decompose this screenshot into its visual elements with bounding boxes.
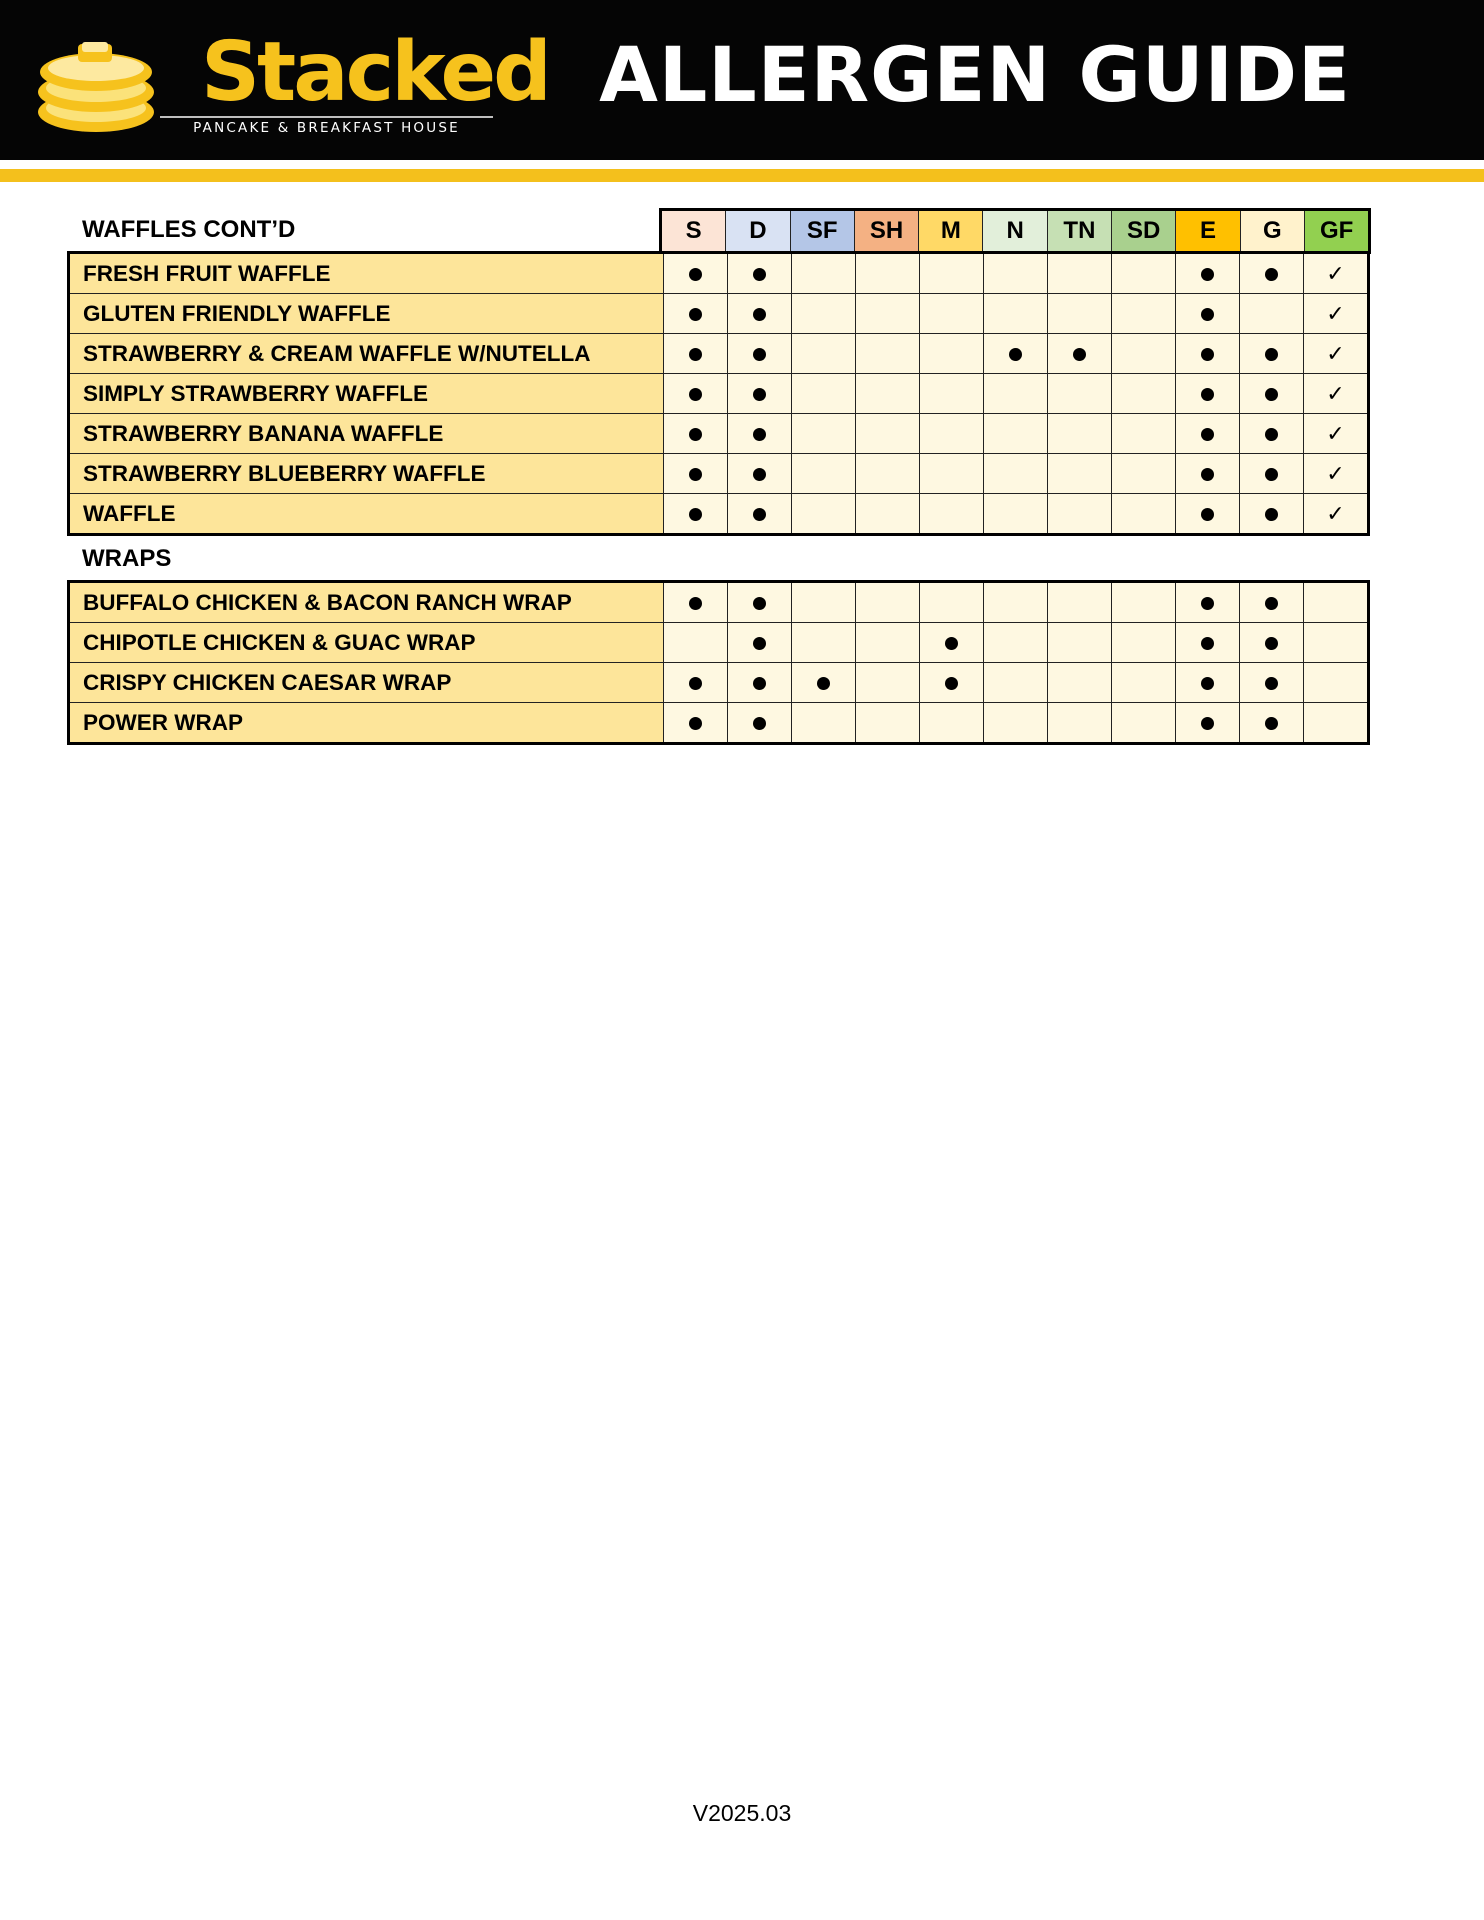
menu-item-name: WAFFLE bbox=[69, 494, 664, 535]
allergen-cell-d bbox=[728, 494, 792, 535]
allergen-cell-gf bbox=[1304, 623, 1369, 663]
allergen-cell-e bbox=[1176, 623, 1240, 663]
contains-dot-icon bbox=[1201, 468, 1214, 481]
allergen-cell-tn bbox=[1048, 334, 1112, 374]
allergen-cell-e bbox=[1176, 454, 1240, 494]
allergen-cell-sf bbox=[792, 334, 856, 374]
version-label: V2025.03 bbox=[692, 1800, 792, 1826]
menu-item-row bbox=[69, 663, 1369, 703]
allergen-cell-g bbox=[1240, 374, 1304, 414]
allergen-header-row bbox=[659, 208, 1371, 254]
allergen-cell-d bbox=[728, 374, 792, 414]
allergen-cell-e bbox=[1176, 494, 1240, 535]
allergen-cell-sh bbox=[856, 494, 920, 535]
allergen-cell-g bbox=[1240, 454, 1304, 494]
allergen-cell-gf bbox=[1304, 582, 1369, 623]
contains-dot-icon bbox=[753, 717, 766, 730]
contains-dot-icon bbox=[689, 597, 702, 610]
header-band bbox=[0, 0, 1484, 160]
menu-item-row bbox=[69, 454, 1369, 494]
contains-dot-icon bbox=[1201, 597, 1214, 610]
allergen-cell-d bbox=[728, 454, 792, 494]
allergen-cell-gf bbox=[1304, 703, 1369, 744]
allergen-cell-m bbox=[920, 294, 984, 334]
menu-item-row bbox=[69, 623, 1369, 663]
gluten-free-check-icon: ✓ bbox=[1326, 262, 1345, 287]
allergen-cell-n bbox=[984, 494, 1048, 535]
allergen-cell-d bbox=[728, 703, 792, 744]
allergen-cell-sf bbox=[792, 253, 856, 294]
contains-dot-icon bbox=[1265, 677, 1278, 690]
allergen-cell-s bbox=[664, 663, 728, 703]
contains-dot-icon bbox=[1073, 348, 1086, 361]
contains-dot-icon bbox=[689, 428, 702, 441]
allergen-cell-gf bbox=[1304, 494, 1369, 535]
menu-item-row bbox=[69, 334, 1369, 374]
allergen-cell-g bbox=[1240, 582, 1304, 623]
contains-dot-icon bbox=[753, 468, 766, 481]
allergen-cell-gf bbox=[1304, 294, 1369, 334]
allergen-cell-sd bbox=[1112, 414, 1176, 454]
contains-dot-icon bbox=[1201, 308, 1214, 321]
allergen-cell-tn bbox=[1048, 494, 1112, 535]
allergen-cell-e bbox=[1176, 703, 1240, 744]
allergen-cell-sf bbox=[792, 623, 856, 663]
allergen-cell-sf bbox=[792, 703, 856, 744]
allergen-cell-n bbox=[984, 294, 1048, 334]
allergen-cell-sd bbox=[1112, 494, 1176, 535]
allergen-cell-n bbox=[984, 334, 1048, 374]
allergen-cell-sd bbox=[1112, 294, 1176, 334]
contains-dot-icon bbox=[1201, 637, 1214, 650]
contains-dot-icon bbox=[689, 388, 702, 401]
allergen-cell-sf bbox=[792, 663, 856, 703]
allergen-cell-d bbox=[728, 294, 792, 334]
allergen-cell-tn bbox=[1048, 374, 1112, 414]
allergen-cell-sf bbox=[792, 294, 856, 334]
allergen-cell-m bbox=[920, 374, 984, 414]
contains-dot-icon bbox=[1201, 717, 1214, 730]
waffles-table bbox=[67, 251, 1370, 536]
brand-tagline: PANCAKE & BREAKFAST HOUSE bbox=[160, 116, 493, 136]
allergen-cell-d bbox=[728, 582, 792, 623]
contains-dot-icon bbox=[753, 597, 766, 610]
allergen-cell-m bbox=[920, 703, 984, 744]
menu-item-name: CRISPY CHICKEN CAESAR WRAP bbox=[69, 663, 664, 703]
allergen-cell-s bbox=[664, 414, 728, 454]
allergen-cell-d bbox=[728, 414, 792, 454]
allergen-cell-tn bbox=[1048, 703, 1112, 744]
contains-dot-icon bbox=[1201, 677, 1214, 690]
contains-dot-icon bbox=[1265, 268, 1278, 281]
allergen-cell-g bbox=[1240, 494, 1304, 535]
allergen-cell-sh bbox=[856, 253, 920, 294]
allergen-header-e: E bbox=[1176, 211, 1240, 251]
contains-dot-icon bbox=[1265, 637, 1278, 650]
allergen-cell-gf bbox=[1304, 374, 1369, 414]
allergen-cell-s bbox=[664, 374, 728, 414]
allergen-cell-sh bbox=[856, 334, 920, 374]
contains-dot-icon bbox=[1201, 508, 1214, 521]
allergen-cell-m bbox=[920, 253, 984, 294]
contains-dot-icon bbox=[1265, 597, 1278, 610]
allergen-cell-m bbox=[920, 414, 984, 454]
page-title: ALLERGEN GUIDE bbox=[599, 30, 1351, 119]
allergen-cell-sd bbox=[1112, 703, 1176, 744]
menu-item-row bbox=[69, 494, 1369, 535]
allergen-cell-tn bbox=[1048, 582, 1112, 623]
allergen-cell-g bbox=[1240, 414, 1304, 454]
allergen-cell-d bbox=[728, 253, 792, 294]
menu-item-name: SIMPLY STRAWBERRY WAFFLE bbox=[69, 374, 664, 414]
allergen-cell-sh bbox=[856, 414, 920, 454]
allergen-header-gf: GF bbox=[1305, 211, 1368, 251]
allergen-cell-n bbox=[984, 253, 1048, 294]
allergen-cell-d bbox=[728, 623, 792, 663]
allergen-header-sf: SF bbox=[791, 211, 855, 251]
contains-dot-icon bbox=[1265, 388, 1278, 401]
allergen-cell-n bbox=[984, 663, 1048, 703]
allergen-cell-g bbox=[1240, 623, 1304, 663]
allergen-cell-sh bbox=[856, 294, 920, 334]
allergen-cell-g bbox=[1240, 253, 1304, 294]
gluten-free-check-icon: ✓ bbox=[1326, 462, 1345, 487]
contains-dot-icon bbox=[1009, 348, 1022, 361]
allergen-cell-n bbox=[984, 623, 1048, 663]
allergen-cell-sd bbox=[1112, 582, 1176, 623]
contains-dot-icon bbox=[1265, 428, 1278, 441]
allergen-cell-s bbox=[664, 623, 728, 663]
menu-item-name: CHIPOTLE CHICKEN & GUAC WRAP bbox=[69, 623, 664, 663]
allergen-cell-m bbox=[920, 334, 984, 374]
menu-item-row bbox=[69, 253, 1369, 294]
allergen-header-g: G bbox=[1241, 211, 1305, 251]
contains-dot-icon bbox=[1201, 388, 1214, 401]
allergen-cell-sf bbox=[792, 494, 856, 535]
contains-dot-icon bbox=[817, 677, 830, 690]
allergen-cell-d bbox=[728, 334, 792, 374]
allergen-cell-s bbox=[664, 454, 728, 494]
allergen-cell-g bbox=[1240, 294, 1304, 334]
allergen-cell-n bbox=[984, 582, 1048, 623]
allergen-cell-m bbox=[920, 494, 984, 535]
contains-dot-icon bbox=[753, 677, 766, 690]
allergen-cell-sd bbox=[1112, 663, 1176, 703]
contains-dot-icon bbox=[753, 308, 766, 321]
contains-dot-icon bbox=[753, 508, 766, 521]
brand-logo bbox=[36, 25, 549, 136]
allergen-cell-n bbox=[984, 703, 1048, 744]
allergen-cell-e bbox=[1176, 663, 1240, 703]
contains-dot-icon bbox=[753, 637, 766, 650]
contains-dot-icon bbox=[689, 268, 702, 281]
menu-item-name: FRESH FRUIT WAFFLE bbox=[69, 253, 664, 294]
allergen-header-m: M bbox=[919, 211, 983, 251]
allergen-cell-sf bbox=[792, 414, 856, 454]
allergen-cell-n bbox=[984, 454, 1048, 494]
allergen-cell-e bbox=[1176, 334, 1240, 374]
contains-dot-icon bbox=[945, 677, 958, 690]
menu-item-row bbox=[69, 374, 1369, 414]
allergen-cell-s bbox=[664, 253, 728, 294]
allergen-cell-tn bbox=[1048, 623, 1112, 663]
allergen-header-d: D bbox=[726, 211, 790, 251]
menu-item-name: BUFFALO CHICKEN & BACON RANCH WRAP bbox=[69, 582, 664, 623]
menu-item-row bbox=[69, 582, 1369, 623]
allergen-cell-e bbox=[1176, 414, 1240, 454]
gluten-free-check-icon: ✓ bbox=[1326, 382, 1345, 407]
allergen-cell-e bbox=[1176, 582, 1240, 623]
menu-item-name: STRAWBERRY BANANA WAFFLE bbox=[69, 414, 664, 454]
allergen-cell-g bbox=[1240, 703, 1304, 744]
allergen-cell-sf bbox=[792, 454, 856, 494]
contains-dot-icon bbox=[945, 637, 958, 650]
contains-dot-icon bbox=[689, 717, 702, 730]
allergen-header-tn: TN bbox=[1048, 211, 1112, 251]
allergen-cell-n bbox=[984, 374, 1048, 414]
allergen-cell-sd bbox=[1112, 374, 1176, 414]
allergen-cell-gf bbox=[1304, 334, 1369, 374]
allergen-cell-s bbox=[664, 703, 728, 744]
allergen-cell-sh bbox=[856, 703, 920, 744]
allergen-cell-sd bbox=[1112, 623, 1176, 663]
allergen-header-sd: SD bbox=[1112, 211, 1176, 251]
menu-item-row bbox=[69, 414, 1369, 454]
allergen-cell-tn bbox=[1048, 294, 1112, 334]
allergen-cell-s bbox=[664, 582, 728, 623]
section-title-waffles: WAFFLES CONT’D bbox=[82, 216, 296, 243]
allergen-cell-sf bbox=[792, 374, 856, 414]
allergen-cell-sh bbox=[856, 582, 920, 623]
menu-item-name: STRAWBERRY & CREAM WAFFLE W/NUTELLA bbox=[69, 334, 664, 374]
allergen-cell-n bbox=[984, 414, 1048, 454]
allergen-cell-m bbox=[920, 663, 984, 703]
contains-dot-icon bbox=[1265, 717, 1278, 730]
contains-dot-icon bbox=[753, 388, 766, 401]
gluten-free-check-icon: ✓ bbox=[1326, 342, 1345, 367]
allergen-cell-s bbox=[664, 334, 728, 374]
menu-item-name: POWER WRAP bbox=[69, 703, 664, 744]
contains-dot-icon bbox=[689, 348, 702, 361]
menu-item-row bbox=[69, 294, 1369, 334]
menu-item-row bbox=[69, 703, 1369, 744]
allergen-cell-e bbox=[1176, 253, 1240, 294]
allergen-cell-gf bbox=[1304, 253, 1369, 294]
allergen-cell-e bbox=[1176, 374, 1240, 414]
contains-dot-icon bbox=[1201, 348, 1214, 361]
contains-dot-icon bbox=[689, 308, 702, 321]
gluten-free-check-icon: ✓ bbox=[1326, 302, 1345, 327]
contains-dot-icon bbox=[1265, 468, 1278, 481]
section-title-wraps: WRAPS bbox=[82, 545, 172, 572]
allergen-cell-d bbox=[728, 663, 792, 703]
allergen-header-s: S bbox=[662, 211, 726, 251]
allergen-cell-sh bbox=[856, 623, 920, 663]
contains-dot-icon bbox=[689, 677, 702, 690]
allergen-cell-s bbox=[664, 494, 728, 535]
allergen-cell-tn bbox=[1048, 414, 1112, 454]
allergen-cell-sh bbox=[856, 663, 920, 703]
allergen-cell-sh bbox=[856, 374, 920, 414]
allergen-cell-gf bbox=[1304, 454, 1369, 494]
gluten-free-check-icon: ✓ bbox=[1326, 422, 1345, 447]
allergen-cell-s bbox=[664, 294, 728, 334]
allergen-cell-m bbox=[920, 582, 984, 623]
contains-dot-icon bbox=[689, 508, 702, 521]
allergen-cell-g bbox=[1240, 663, 1304, 703]
contains-dot-icon bbox=[1201, 428, 1214, 441]
allergen-cell-m bbox=[920, 454, 984, 494]
brand-name: Stacked bbox=[201, 25, 549, 120]
allergen-cell-gf bbox=[1304, 414, 1369, 454]
accent-stripe bbox=[0, 169, 1484, 182]
contains-dot-icon bbox=[1265, 348, 1278, 361]
allergen-cell-tn bbox=[1048, 663, 1112, 703]
contains-dot-icon bbox=[689, 468, 702, 481]
gluten-free-check-icon: ✓ bbox=[1326, 502, 1345, 527]
menu-item-name: GLUTEN FRIENDLY WAFFLE bbox=[69, 294, 664, 334]
contains-dot-icon bbox=[753, 348, 766, 361]
pancake-stack-icon bbox=[36, 30, 161, 140]
contains-dot-icon bbox=[753, 428, 766, 441]
contains-dot-icon bbox=[753, 268, 766, 281]
allergen-cell-gf bbox=[1304, 663, 1369, 703]
allergen-cell-sd bbox=[1112, 454, 1176, 494]
contains-dot-icon bbox=[1201, 268, 1214, 281]
allergen-cell-sf bbox=[792, 582, 856, 623]
allergen-cell-sh bbox=[856, 454, 920, 494]
allergen-cell-sd bbox=[1112, 253, 1176, 294]
allergen-cell-sd bbox=[1112, 334, 1176, 374]
allergen-cell-tn bbox=[1048, 253, 1112, 294]
allergen-cell-e bbox=[1176, 294, 1240, 334]
contains-dot-icon bbox=[1265, 508, 1278, 521]
wraps-table bbox=[67, 580, 1370, 745]
allergen-header-n: N bbox=[983, 211, 1047, 251]
allergen-cell-g bbox=[1240, 334, 1304, 374]
allergen-header-sh: SH bbox=[855, 211, 919, 251]
allergen-cell-m bbox=[920, 623, 984, 663]
menu-item-name: STRAWBERRY BLUEBERRY WAFFLE bbox=[69, 454, 664, 494]
allergen-cell-tn bbox=[1048, 454, 1112, 494]
